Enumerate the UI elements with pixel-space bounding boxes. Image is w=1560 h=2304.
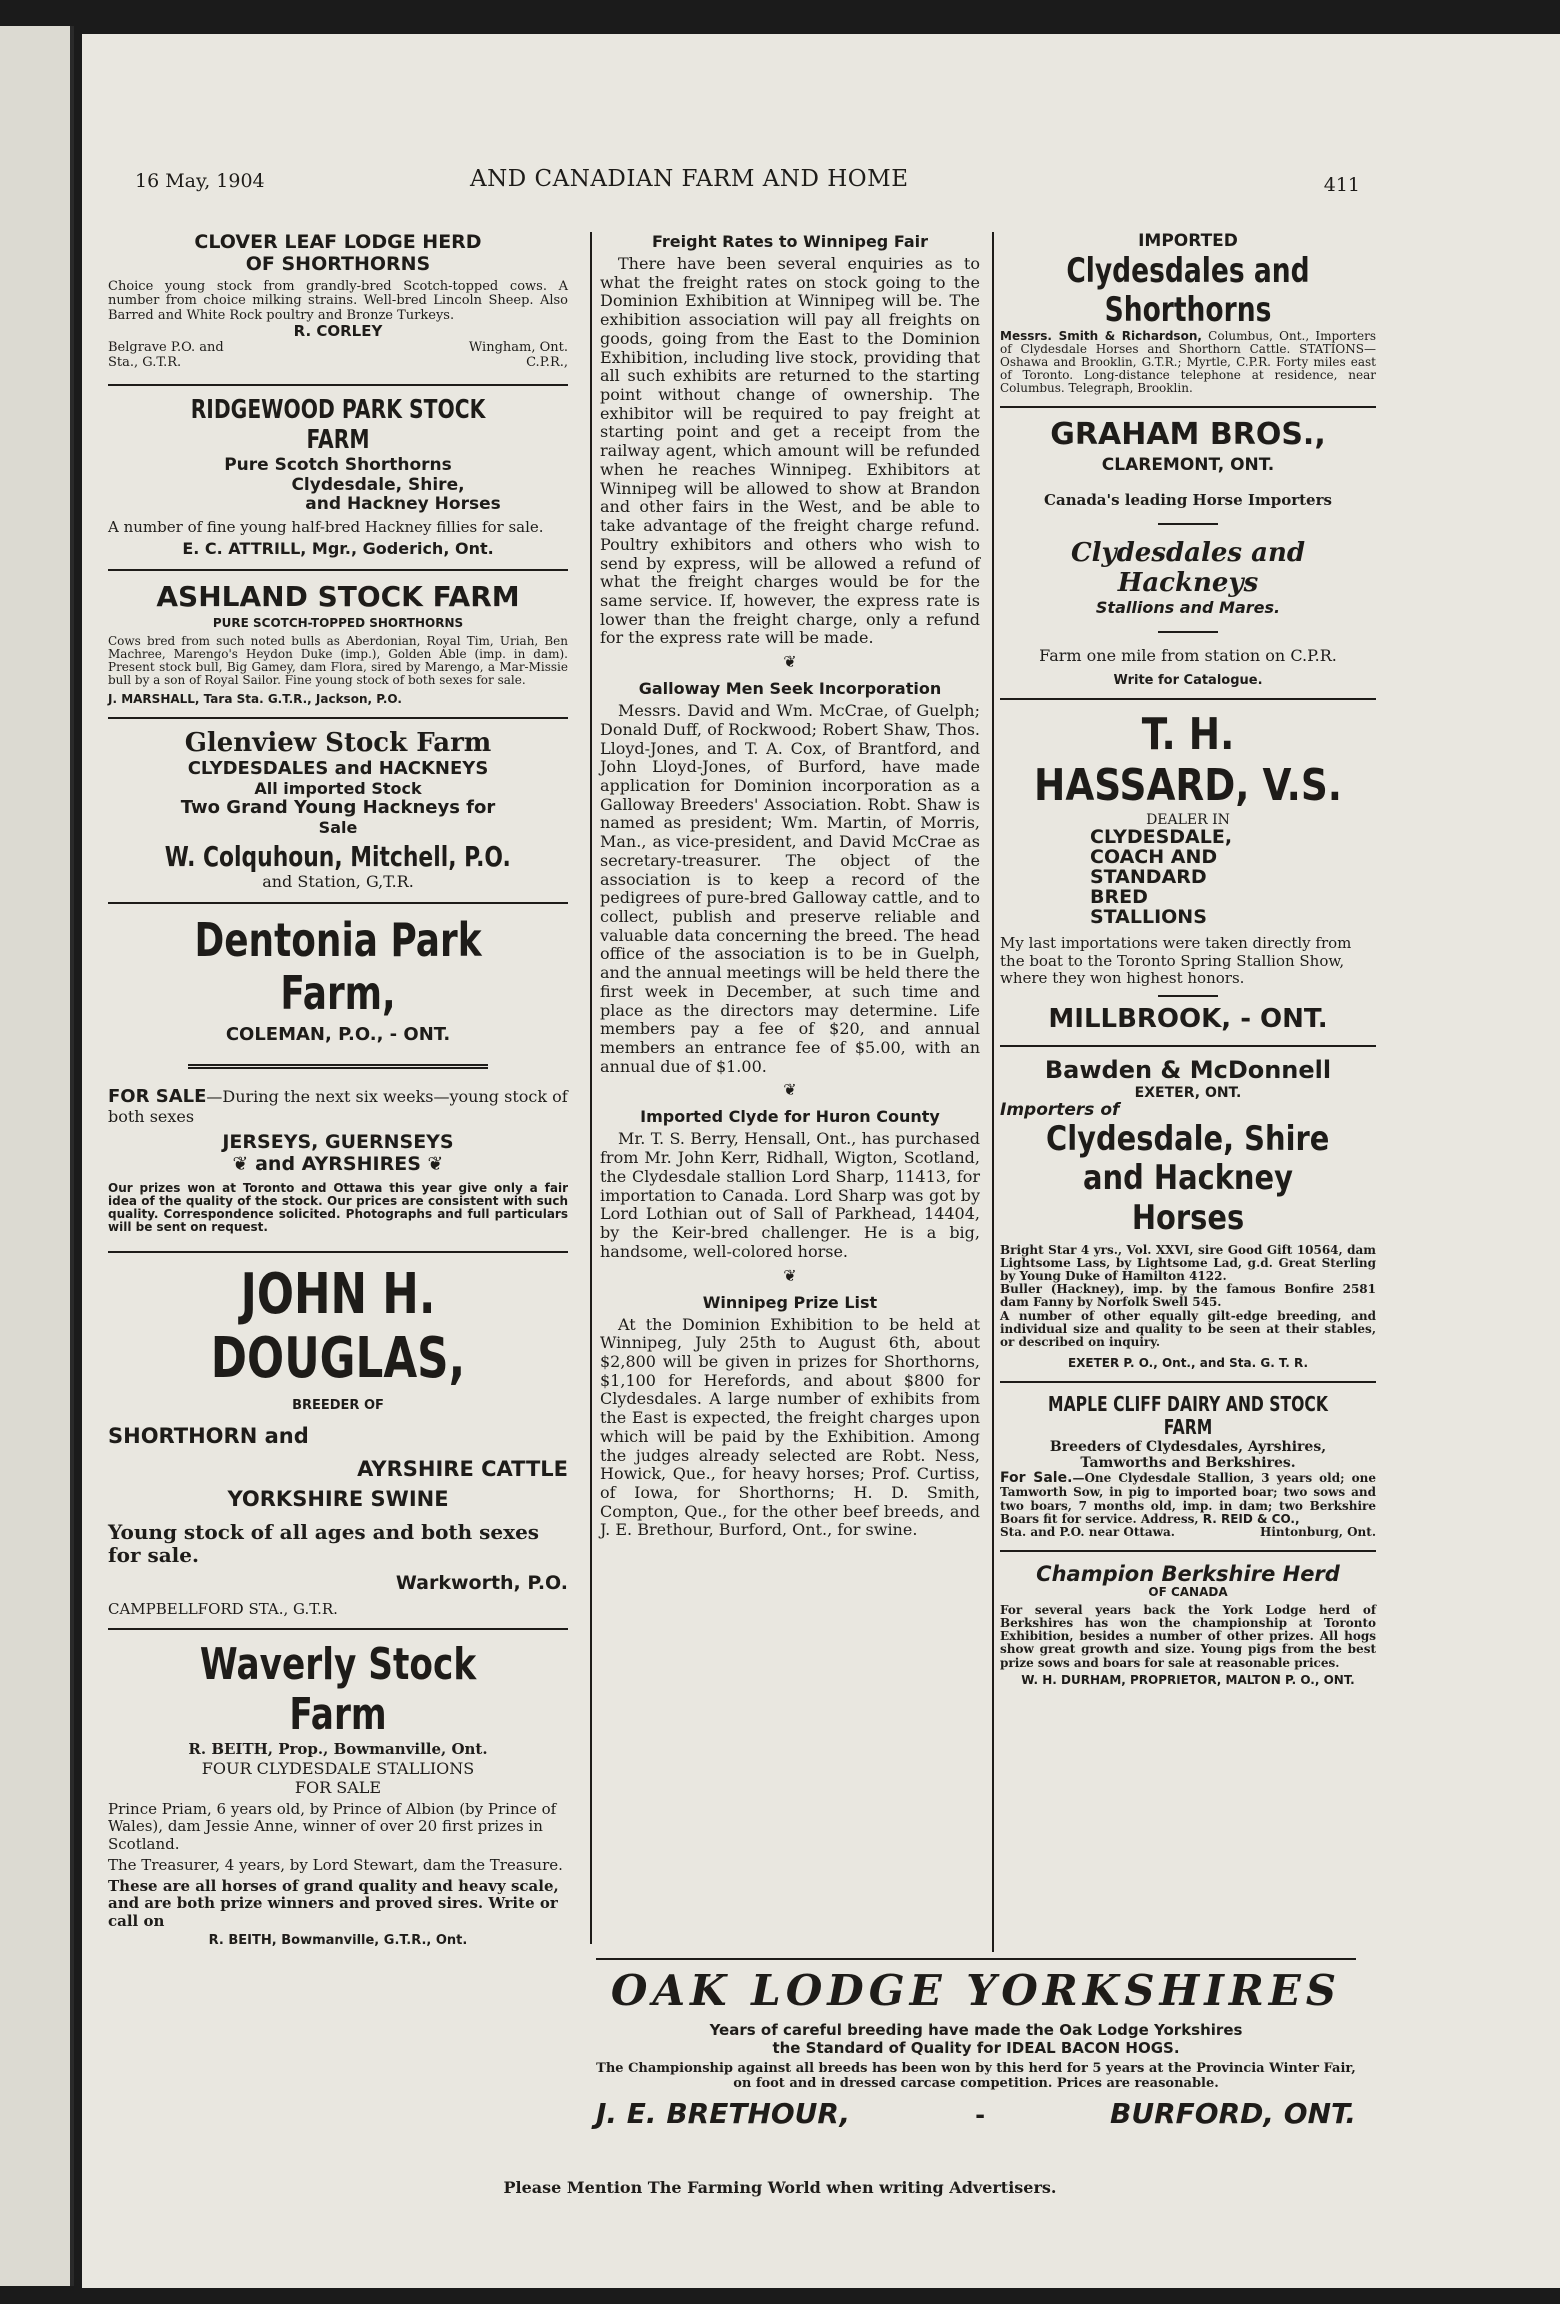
- column-rule-left: [590, 232, 592, 1944]
- article-title: Freight Rates to Winnipeg Fair: [651, 232, 928, 251]
- ad-name: R. CORLEY: [293, 322, 383, 341]
- ad-line: BRED: [1090, 885, 1148, 908]
- ad-line: and Hackney Horses: [305, 494, 501, 515]
- ad-place: COLEMAN, P.O., - ONT.: [225, 1024, 451, 1046]
- ad-address-left: Belgrave P.O. and: [108, 339, 224, 355]
- column-middle: [600, 232, 980, 1540]
- divider: [1158, 995, 1218, 997]
- divider: [1000, 1045, 1376, 1047]
- article-body: Messrs. David and Wm. McCrae, of Guelph; Donald Duff, of Rockwood; Robert Shaw, Thos. Lloyd-Jones, and T. A. Cox, of Brantford, and John Lloyd-Jones, of Burford, have made application for Dominion incorporation as a Galloway Breeders' Association. Robt. Shaw is named as president; Wm. Martin, of Morris, Man., as vice-president, and David McCrae as secretary-treasurer. The object of the association is to keep a record of the pedigrees of pure-bred Galloway cattle, and to collect, publish and preserve reliable and valuable data concerning the breed. The head office of the association is to be in Guelph, and the annual meetings will be held there the first week in December, at such time and place as the directors may determine. Life members pay a fee of $20, and annual members an entrance fee of $5.00, with an annual due of $1.00.: [600, 701, 980, 1076]
- ad-line: Two Grand Young Hackneys for: [180, 797, 496, 819]
- leaf-icon: ❦: [783, 1265, 797, 1285]
- ad-address: [108, 341, 568, 371]
- divider: [1000, 698, 1376, 700]
- ad-dentonia: [108, 914, 568, 1235]
- ad-smith-richardson: [1000, 232, 1376, 396]
- ad-body: Bright Star 4 yrs., Vol. XXVI, sire Good Gift 10564, dam Lightsome Lass, by Lightsome Lad, g.d. Great Sterling by Young Duke of Hamilton 4122.: [1000, 1242, 1376, 1283]
- article-title: Imported Clyde for Huron County: [640, 1107, 940, 1127]
- article-prize-list: [600, 1293, 980, 1541]
- ad-contact: EXETER P. O., Ont., and Sta. G. T. R.: [1067, 1356, 1309, 1371]
- article-clyde: [600, 1107, 980, 1261]
- ad-maple-cliff: [1000, 1393, 1376, 1540]
- ad-subtitle: IMPORTED: [1138, 231, 1238, 251]
- ad-title: Bawden & McDonnell: [1044, 1056, 1332, 1085]
- ad-line: Years of careful breeding have made the Oak Lodge Yorkshires: [709, 2021, 1243, 2039]
- ad-subtitle: DEALER IN: [1146, 811, 1230, 828]
- ad-line: CLYDESDALE,: [1090, 825, 1233, 848]
- article-body: At the Dominion Exhibition to be held at Winnipeg, July 25th to August 6th, about $2,800 will be given in prizes for Shorthorns, $1,100 for Herefords, and about $800 for Clydesdales. A large number of exhibits from the East is expected, the freight charges upon which will be paid by the Exhibition. Among the judges already selected are Robt. Ness, Howick, Que., for heavy horses; Prof. Curtiss, of Iowa, for Shorthorns; H. D. Smith, Compton, Que., for the other beef breeds, and J. E. Brethour, Burford, Ont., for swine.: [600, 1314, 980, 1540]
- article-galloway: [600, 679, 980, 1076]
- leaf-icon: ❦: [783, 652, 797, 672]
- ad-contact: W. H. DURHAM, PROPRIETOR, MALTON P. O., ONT.: [1021, 1672, 1355, 1687]
- ad-breeds: JERSEYS, GUERNSEYS: [222, 1131, 454, 1154]
- ad-station: and Station, G,T.R.: [262, 872, 414, 892]
- leaf-icon: ❦: [783, 1080, 797, 1100]
- ad-ridgewood: [108, 396, 568, 558]
- divider: [108, 717, 568, 719]
- ad-subtitle: OF CANADA: [1148, 1584, 1228, 1599]
- ad-breeds: Clydesdales and Hackneys: [1070, 537, 1306, 598]
- ad-line: Young stock of all ages and both sexes for sale.: [108, 1519, 540, 1567]
- ad-subtitle: OF SHORTHORNS: [245, 252, 431, 275]
- ad-place: EXETER, ONT.: [1134, 1084, 1242, 1101]
- page-number: 411: [1323, 174, 1360, 196]
- sale-label: For Sale.: [1000, 1470, 1073, 1487]
- ad-address-left: Sta., G.T.R.: [108, 354, 182, 370]
- ad-contact: Write for Catalogue.: [1113, 672, 1263, 688]
- ad-waverly: [108, 1640, 568, 1949]
- ad-subtitle: BREEDER OF: [292, 1398, 384, 1414]
- ad-address-right: Wingham, Ont.: [468, 339, 568, 355]
- divider: [108, 1251, 568, 1253]
- ad-title: Waverly Stock Farm: [199, 1638, 477, 1741]
- divider: [1000, 1550, 1376, 1552]
- separator: -: [975, 2101, 986, 2129]
- ad-subtitle: CLYDESDALES and HACKNEYS: [187, 757, 489, 779]
- ad-title: ASHLAND STOCK FARM: [156, 579, 520, 613]
- divider: [1158, 631, 1218, 633]
- divider: [596, 1958, 1356, 1960]
- ad-title: Clydesdales and Shorthorns: [1066, 250, 1310, 330]
- ad-line: All imported Stock: [254, 778, 422, 798]
- ad-tagline: Canada's leading Horse Importers: [1044, 490, 1332, 509]
- ad-title: GRAHAM BROS.,: [1050, 416, 1326, 452]
- header-title: AND CANADIAN FARM AND HOME: [470, 166, 909, 192]
- ad-contact: J. MARSHALL, Tara Sta. G.T.R., Jackson, P.O.: [108, 692, 402, 707]
- ad-body: A number of fine young half-bred Hackney fillies for sale.: [108, 517, 544, 536]
- ad-berkshire: [1000, 1562, 1376, 1688]
- ad-body: Cows bred from such noted bulls as Aberdonian, Royal Tim, Uriah, Ben Machree, Marengo's Heydon Duke (imp.), Golden Able (imp. in dam). Present stock bull, Big Gamey, dam Flora, sired by Marengo, a Mar-Missie bull by a son of Royal Sailor. Fine young stock of both sexes for sale.: [108, 633, 568, 688]
- ad-body: Prince Priam, 6 years old, by Prince of Albion (by Prince of Wales), dam Jessie Anne, winner of over 20 first prizes in Scotland.: [108, 1800, 557, 1853]
- ad-place: Warkworth, P.O.: [395, 1571, 568, 1594]
- ad-line: STANDARD: [1090, 865, 1207, 888]
- ad-subtitle: FOR SALE: [294, 1777, 382, 1797]
- ad-body: —One Clydesdale Stallion, 3 years old; one Tamworth Sow, in pig to imported boar; two sows and two boars, 7 months old, imp. in dam; two Berkshire Boars fit for service. Address,: [1000, 1471, 1376, 1526]
- article-body: There have been several enquiries as to what the freight rates on stock going to the Dominion Exhibition at Winnipeg will be. The exhibition association will pay all freights on goods, going from the East to the Dominion Exhibition, including live stock, providing that all such exhibits are returned to the starting point without change of ownership. The exhibitor will be required to pay freight at starting point and get a receipt from the railway agent, which amount will be refunded when he reaches Winnipeg. Exhibitors at Winnipeg will be allowed to show at Brandon and other fairs in the West, and be able to take advantage of the freight charge refund. Poultry exhibitors and others who wish to send by express, will be allowed a refund of what the freight charges would be for the same service. If, however, the express rate is lower than the freight charge, only a refund for the express rate will be made.: [600, 254, 980, 648]
- ad-subtitle: Importers of: [1000, 1099, 1120, 1120]
- ad-hassard: [1000, 710, 1376, 1035]
- ad-title: Glenview Stock Farm: [184, 728, 492, 759]
- ad-place: BURFORD, ONT.: [1110, 2097, 1356, 2130]
- ad-body: The Treasurer, 4 years, by Lord Stewart, dam the Treasure.: [108, 1855, 563, 1874]
- ad-subtitle: PURE SCOTCH-TOPPED SHORTHORNS: [212, 615, 464, 630]
- running-header: [0, 148, 1478, 196]
- ad-contact-row: [596, 2097, 1356, 2130]
- ad-body: My last importations were taken directly from the boat to the Toronto Spring Stallion Show, where they won highest honors.: [1000, 934, 1352, 987]
- ad-proprietor: R. BEITH, Prop., Bowmanville, Ont.: [188, 1740, 488, 1759]
- ad-title: JOHN H. DOUGLAS,: [210, 1261, 466, 1392]
- divider: [108, 1628, 568, 1630]
- header-date: 16 May, 1904: [135, 170, 265, 192]
- footer-note: Please Mention The Farming World when writing Advertisers.: [503, 2178, 1057, 2197]
- ad-body: A number of other equally gilt-edge breeding, and individual size and quality to be seen at their stables, or described on inquiry.: [1000, 1308, 1376, 1349]
- divider: [188, 1064, 488, 1069]
- ad-firm: Messrs. Smith & Richardson,: [1000, 328, 1202, 343]
- article-title: Winnipeg Prize List: [702, 1292, 878, 1312]
- ad-body: The Championship against all breeds has been won by this herd for 5 years at the Provincia Winter Fair, on foot and in dressed carcase competition. Prices are reasonable.: [596, 2061, 1356, 2091]
- ad-ashland: [108, 581, 568, 708]
- ad-station: CAMPBELLFORD STA., G.T.R.: [108, 1599, 338, 1618]
- binding-gutter: [0, 26, 74, 2286]
- ad-contact: E. C. ATTRILL, Mgr., Goderich, Ont.: [182, 539, 494, 559]
- ad-title: CLOVER LEAF LODGE HERD: [194, 231, 482, 253]
- ad-line: Pure Scotch Shorthorns: [224, 455, 452, 476]
- divider: [1000, 1381, 1376, 1383]
- ad-title: RIDGEWOOD PARK STOCK FARM: [190, 395, 486, 456]
- ad-body: These are all horses of grand quality and heavy scale, and are both prize winners and proved sires. Write or call on: [108, 1877, 559, 1930]
- column-left: [108, 232, 568, 1949]
- ad-body: Farm one mile from station on C.P.R.: [1039, 646, 1337, 666]
- ad-graham-bros: [1000, 418, 1376, 689]
- ad-line: the Standard of Quality for IDEAL BACON HOGS.: [772, 2039, 1180, 2057]
- ad-breeds: and AYRSHIRES: [255, 1153, 421, 1176]
- column-right: [1000, 232, 1376, 1688]
- ad-line: AYRSHIRE CATTLE: [357, 1456, 568, 1481]
- ad-line: STALLIONS: [1090, 905, 1207, 928]
- divider: [1000, 406, 1376, 408]
- divider: [1158, 523, 1218, 525]
- ad-subtitle: Stallions and Mares.: [1095, 597, 1281, 617]
- divider: [108, 384, 568, 386]
- ad-body: Our prizes won at Toronto and Ottawa this year give only a fair idea of the quality of the stock. Our prices are consistent with such quality. Correspondence solicited. Photographs and full particulars will be sent on request.: [108, 1180, 568, 1235]
- ad-clover-leaf: [108, 232, 568, 370]
- sale-label: FOR SALE: [108, 1086, 207, 1108]
- ad-headline: and Hackney Horses: [1083, 1158, 1293, 1238]
- ad-line: Sale: [318, 817, 358, 837]
- divider: [108, 569, 568, 571]
- ad-name: J. E. BRETHOUR,: [596, 2097, 851, 2130]
- ad-glenview: [108, 729, 568, 892]
- sale-text: —During the next six weeks—young stock of both sexes: [108, 1087, 568, 1126]
- ad-line: COACH AND: [1090, 845, 1218, 868]
- ad-douglas: [108, 1263, 568, 1618]
- ad-headline: Clydesdale, Shire: [1046, 1119, 1330, 1160]
- ad-oak-lodge: [596, 1958, 1356, 2130]
- ad-contact: R. BEITH, Bowmanville, G.T.R., Ont.: [208, 1932, 468, 1948]
- ad-place: CLAREMONT, ONT.: [1101, 455, 1275, 476]
- ad-name: W. Colquhoun, Mitchell, P.O.: [165, 840, 511, 874]
- ad-title: Dentonia Park Farm,: [194, 912, 482, 1020]
- leaf-icon: ❦: [232, 1153, 249, 1176]
- ad-body: Buller (Hackney), imp. by the famous Bonfire 2581 dam Fanny by Norfolk Swell 545.: [1000, 1282, 1376, 1310]
- ad-address-right: Hintonburg, Ont.: [1260, 1525, 1376, 1540]
- ad-title: T. H. HASSARD, V.S.: [1034, 709, 1342, 812]
- ad-name: R. REID & CO.,: [1202, 1511, 1300, 1526]
- ad-place: MILLBROOK, - ONT.: [1048, 1004, 1328, 1035]
- leaf-icon: ❦: [427, 1153, 444, 1176]
- ad-address-left: Sta. and P.O. near Ottawa.: [1000, 1525, 1175, 1540]
- ad-title: Champion Berkshire Herd: [1036, 1561, 1340, 1586]
- ad-address-right: C.P.R.,: [526, 354, 568, 370]
- ad-line: Clydesdale, Shire,: [291, 474, 465, 495]
- column-rule-right: [992, 232, 994, 1952]
- ad-body: For several years back the York Lodge herd of Berkshires has won the championship at Toronto Exhibition, besides a number of other prizes. All hogs show great growth and size. Young pigs from the best prize sows and boars for sale at reasonable prices.: [1000, 1602, 1376, 1670]
- ad-subtitle: FOUR CLYDESDALE STALLIONS: [201, 1759, 475, 1779]
- ad-title: OAK LODGE YORKSHIRES: [610, 1966, 1342, 2015]
- ad-line: SHORTHORN and: [108, 1424, 309, 1449]
- article-freight: [600, 232, 980, 648]
- ad-title: MAPLE CLIFF DAIRY AND STOCK FARM: [1048, 1391, 1328, 1439]
- divider: [108, 902, 568, 904]
- ad-line: YORKSHIRE SWINE: [227, 1486, 449, 1511]
- ad-body: Columbus, Ont., Importers of Clydesdale Horses and Shorthorn Cattle. STATIONS—Oshawa and Brooklin, G.T.R.; Myrtle, C.P.R. Forty miles east of Toronto. Long-distance telephone at residence, near Columbus. Telegraph, Brooklin.: [1000, 328, 1376, 396]
- ad-body: Choice young stock from grandly-bred Scotch-topped cows. A number from choice milking strains. Well-bred Lincoln Sheep. Also Barred and White Rock poultry and Bronze Turkeys.: [108, 278, 568, 323]
- article-body: Mr. T. S. Berry, Hensall, Ont., has purchased from Mr. John Kerr, Ridhall, Wigton, Scotland, the Clydesdale stallion Lord Sharp, 11413, for importation to Canada. Lord Sharp was got by Lord Lothian out of Sall of Parkhead, 14404, by the Keir-bred challenger. He is a big, handsome, well-colored horse.: [600, 1129, 980, 1261]
- ad-subtitle: Tamworths and Berkshires.: [1080, 1454, 1296, 1471]
- article-title: Galloway Men Seek Incorporation: [638, 679, 942, 699]
- ad-subtitle: Breeders of Clydesdales, Ayrshires,: [1049, 1438, 1327, 1455]
- ad-bawden: [1000, 1057, 1376, 1371]
